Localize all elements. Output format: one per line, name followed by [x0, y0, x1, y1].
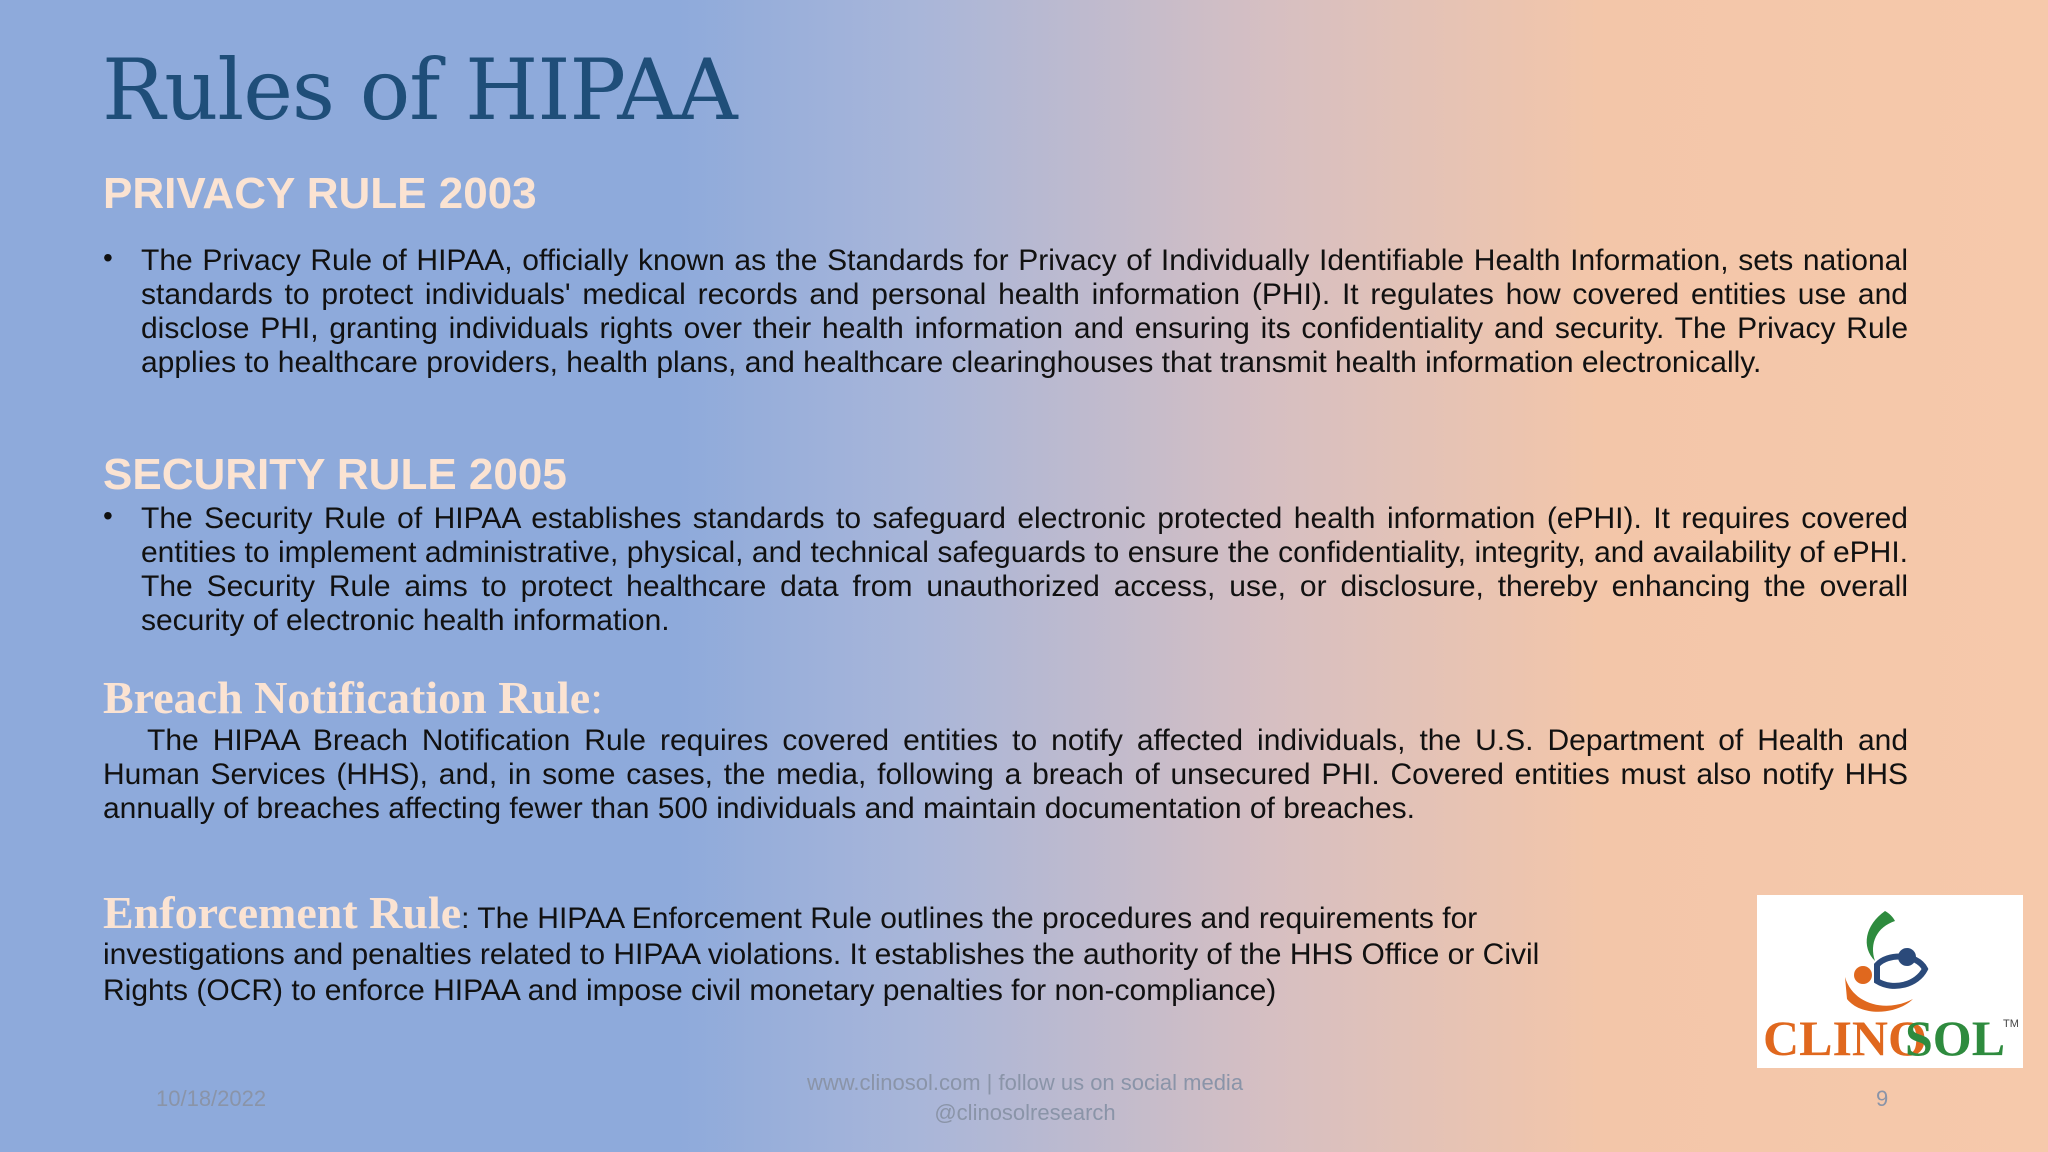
enforcement-rule-heading: Enforcement Rule [103, 887, 462, 938]
footer-website-line1: www.clinosol.com | follow us on social media [806, 1070, 1244, 1095]
security-rule-bullet [103, 502, 1908, 638]
clinosol-logo [1757, 895, 2023, 1068]
enforcement-rule-text: : The HIPAA Enforcement Rule outlines the procedures and requirements for investigations and penalties related to HIPAA violations. It establishes the authority of the HHS Office or Civil Rights (OCR) to enforce HIPAA and impose civil monetary penalties for non-compliance) [103, 902, 1540, 1007]
breach-rule-heading [103, 673, 603, 724]
footer-page-number: 9 [1876, 1086, 1889, 1111]
footer-website [700, 1068, 1350, 1128]
logo-trademark: TM [2003, 1018, 2019, 1030]
logo-orange-dot-icon [1854, 966, 1872, 984]
breach-rule-heading-text: Breach Notification Rule [103, 672, 591, 723]
security-rule-text: The Security Rule of HIPAA establishes standards to safeguard electronic protected health information (ePHI). It requires covered entities to implement administrative, physical, and technical safeguards to ensure the confidentiality, integrity, and availability of ePHI. The Security Rule aims to protect healthcare data from unauthorized access, use, or disclosure, thereby enhancing the overall security of electronic health information. [141, 502, 1908, 637]
privacy-rule-heading: PRIVACY RULE 2003 [103, 169, 537, 218]
breach-rule-text: The HIPAA Breach Notification Rule requires covered entities to notify affected individuals, the U.S. Department of Health and Human Services (HHS), and, in some cases, the media, following a breach of unsecured PHI. Covered entities must also notify HHS annually of breaches affecting fewer than 500 individuals and maintain documentation of breaches. [103, 724, 1908, 825]
slide-title: Rules of HIPAA [102, 41, 737, 139]
bullet-dot: • [103, 242, 113, 273]
logo-word-green: SOL [1905, 1010, 2006, 1066]
bullet-dot: • [103, 500, 113, 531]
clinosol-logo-graphic [1757, 895, 2023, 1068]
logo-word-orange: CLINO [1763, 1010, 1927, 1066]
privacy-rule-bullet [103, 244, 1908, 380]
logo-leaf-icon [1867, 911, 1895, 961]
enforcement-rule-block [103, 887, 1603, 1009]
footer-website-line2: @clinosolresearch [934, 1100, 1116, 1125]
footer-date: 10/18/2022 [156, 1086, 267, 1111]
breach-rule-heading-colon: : [590, 672, 603, 723]
privacy-rule-text: The Privacy Rule of HIPAA, officially known as the Standards for Privacy of Individually Identifiable Health Information, sets national standards to protect individuals' medical records and personal health information (PHI). It regulates how covered entities use and disclose PHI, granting individuals rights over their health information and ensuring its confidentiality and security. The Privacy Rule applies to healthcare providers, health plans, and healthcare clearinghouses that transmit health information electronically. [141, 244, 1908, 379]
security-rule-heading: SECURITY RULE 2005 [103, 450, 567, 499]
